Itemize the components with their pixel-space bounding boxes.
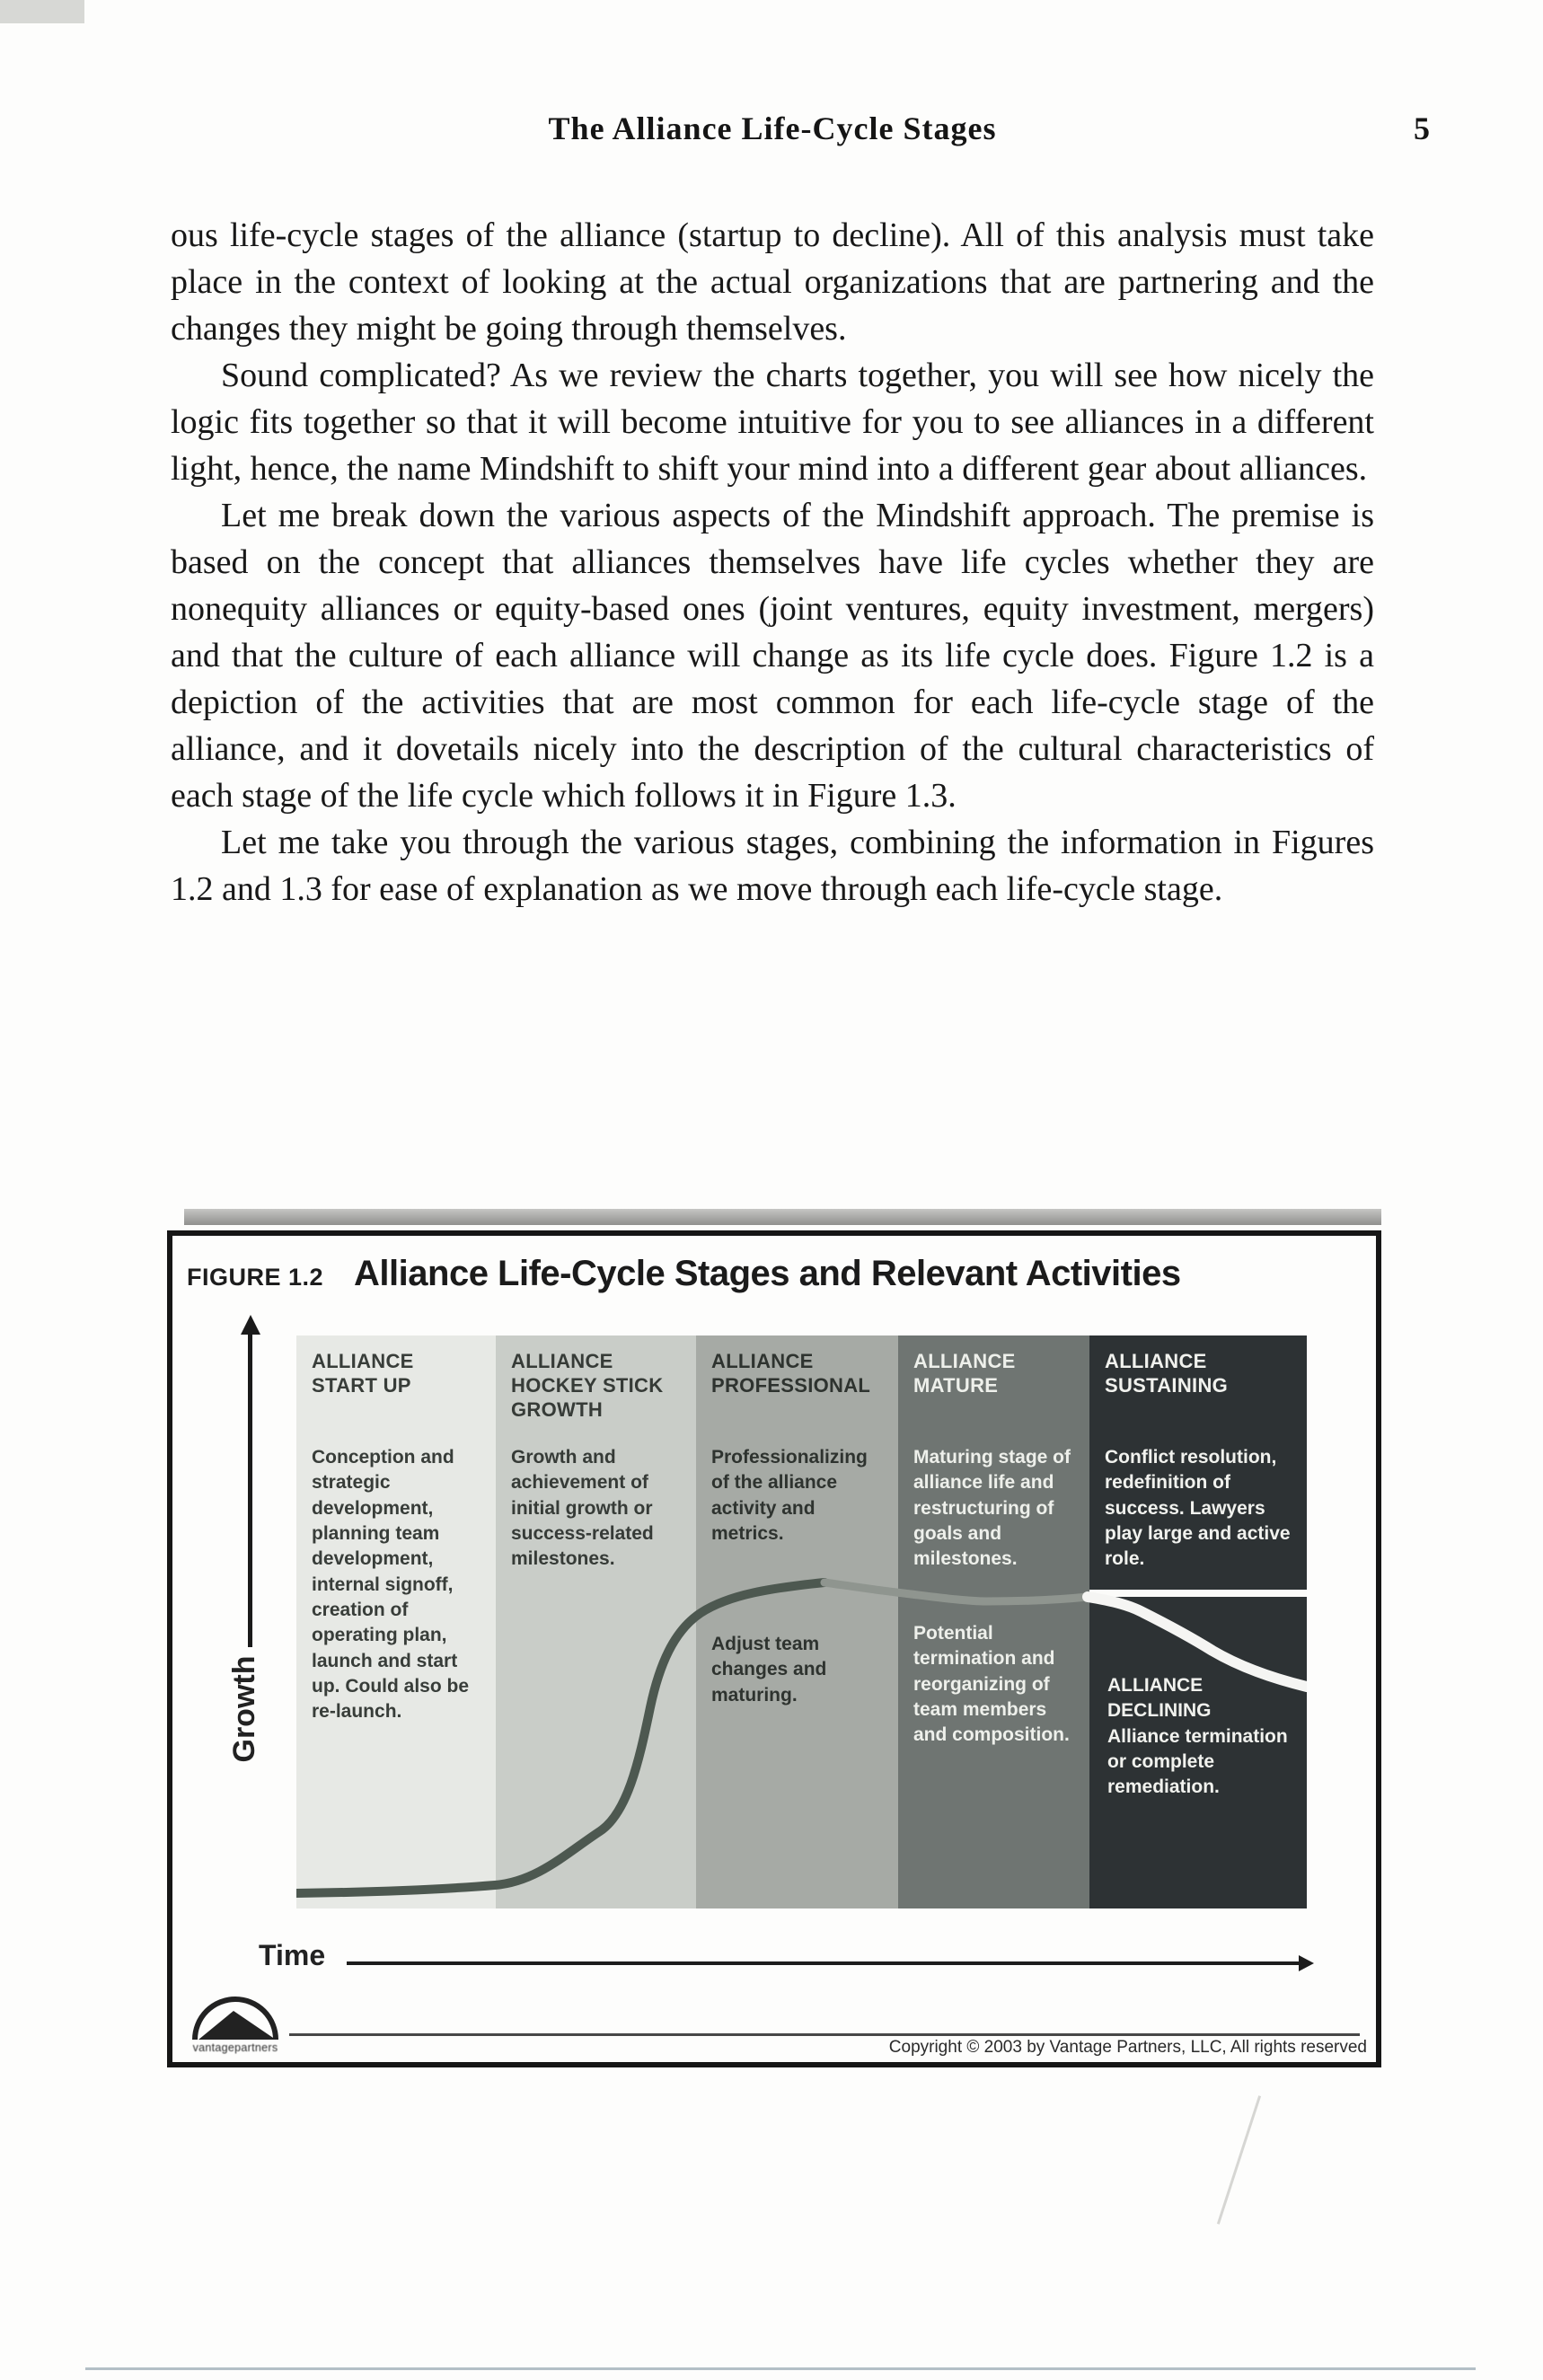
time-axis-label: Time: [259, 1939, 326, 1971]
stage-activities: Professionalizing of the alliance activity and metrics.: [711, 1447, 868, 1545]
vantage-partners-logo: [190, 1993, 280, 2043]
growth-axis-label: Growth: [227, 1655, 261, 1763]
figure-caption: [187, 1254, 1181, 1294]
running-head: [171, 110, 1430, 153]
scan-artifact-top: [0, 0, 84, 23]
stage-activities: Conflict resolution, redefinition of success. Lawyers play large and active role.: [1105, 1447, 1291, 1570]
figure-1-2: [167, 1230, 1381, 2067]
growth-axis-line: [248, 1331, 252, 1647]
stage-declining-text: Alliance termination or complete remediation.: [1107, 1725, 1288, 1798]
running-head-title: The Alliance Life-Cycle Stages: [548, 110, 997, 146]
body-text: [171, 212, 1374, 912]
stage-column-mature: [898, 1335, 1089, 1908]
figure-title: Alliance Life-Cycle Stages and Relevant Activities: [354, 1254, 1181, 1293]
figure-footer-rule: [289, 2033, 1360, 2036]
body-paragraph: Sound complicated? As we review the charts together, you will see how nicely the logic fits together so that it will become intuitive for you to see alliances in a different light, hence, the name Mindshift to shift your mind into a different gear about alliances.: [171, 357, 1374, 488]
stage-heading: ALLIANCE START UP: [312, 1350, 414, 1397]
stage-declining-block: [1107, 1673, 1294, 1801]
stage-heading: ALLIANCE HOCKEY STICK GROWTH: [511, 1350, 664, 1421]
stage-heading: ALLIANCE MATURE: [913, 1350, 1016, 1397]
stage-declining-title: ALLIANCE DECLINING: [1107, 1675, 1212, 1722]
life-cycle-chart: [296, 1335, 1307, 1908]
stage-column-sustaining: [1089, 1335, 1307, 1908]
stage-column-hockey-stick: [496, 1335, 696, 1908]
page-number: 5: [1414, 110, 1430, 146]
stage-heading: ALLIANCE PROFESSIONAL: [711, 1350, 871, 1397]
stage-activities: Maturing stage of alliance life and restructuring of goals and milestones.: [913, 1447, 1071, 1570]
figure-shadow-strip: [184, 1209, 1381, 1225]
stage-secondary-note: Adjust team changes and maturing.: [711, 1634, 827, 1706]
body-paragraph: Let me break down the various aspects of the Mindshift approach. The premise is based on the concept that alliances themselves have life cycles whether they are nonequity alliances or equity-based ones (joint ventures, equity investment, mergers) and that the culture of each alliance will change as its life cycle does. Figure 1.2 is a depiction of the activities that are most common for each life-cycle stage of the alliance, and it dovetails nicely into the description of the cultural characteristics of each stage of the life cycle which follows it in Figure 1.3.: [171, 497, 1374, 815]
stage-column-professional: [696, 1335, 898, 1908]
scan-artifact-bottom: [85, 2367, 1476, 2370]
figure-label: FIGURE 1.2: [187, 1264, 324, 1291]
time-axis-arrow: [347, 1961, 1301, 1965]
stage-heading: ALLIANCE SUSTAINING: [1105, 1350, 1229, 1397]
stage-activities: Growth and achievement of initial growth or success-related milestones.: [511, 1447, 654, 1570]
sustaining-box-divider: [1089, 1590, 1307, 1597]
logo-wordmark: vantagepartners: [192, 2041, 278, 2054]
figure-copyright: Copyright © 2003 by Vantage Partners, LLC, All rights reserved: [888, 2038, 1367, 2057]
body-paragraph: ous life-cycle stages of the alliance (startup to decline). All of this analysis must take place in the context of looking at the actual organizations that are partnering and the changes they might be going through themselves.: [171, 216, 1374, 348]
scan-artifact-scratch: [1217, 2095, 1261, 2225]
stage-column-startup: [296, 1335, 496, 1908]
stage-activities: Conception and strategic development, planning team development, internal signoff, creation of operating plan, launch and start up. Could also be re-launch.: [312, 1447, 470, 1723]
body-paragraph: Let me take you through the various stages, combining the information in Figures 1.2 and 1.3 for ease of explanation as we move through each life-cycle stage.: [171, 824, 1374, 908]
stage-secondary-note: Potential termination and reorganizing of team members and composition.: [913, 1623, 1070, 1746]
